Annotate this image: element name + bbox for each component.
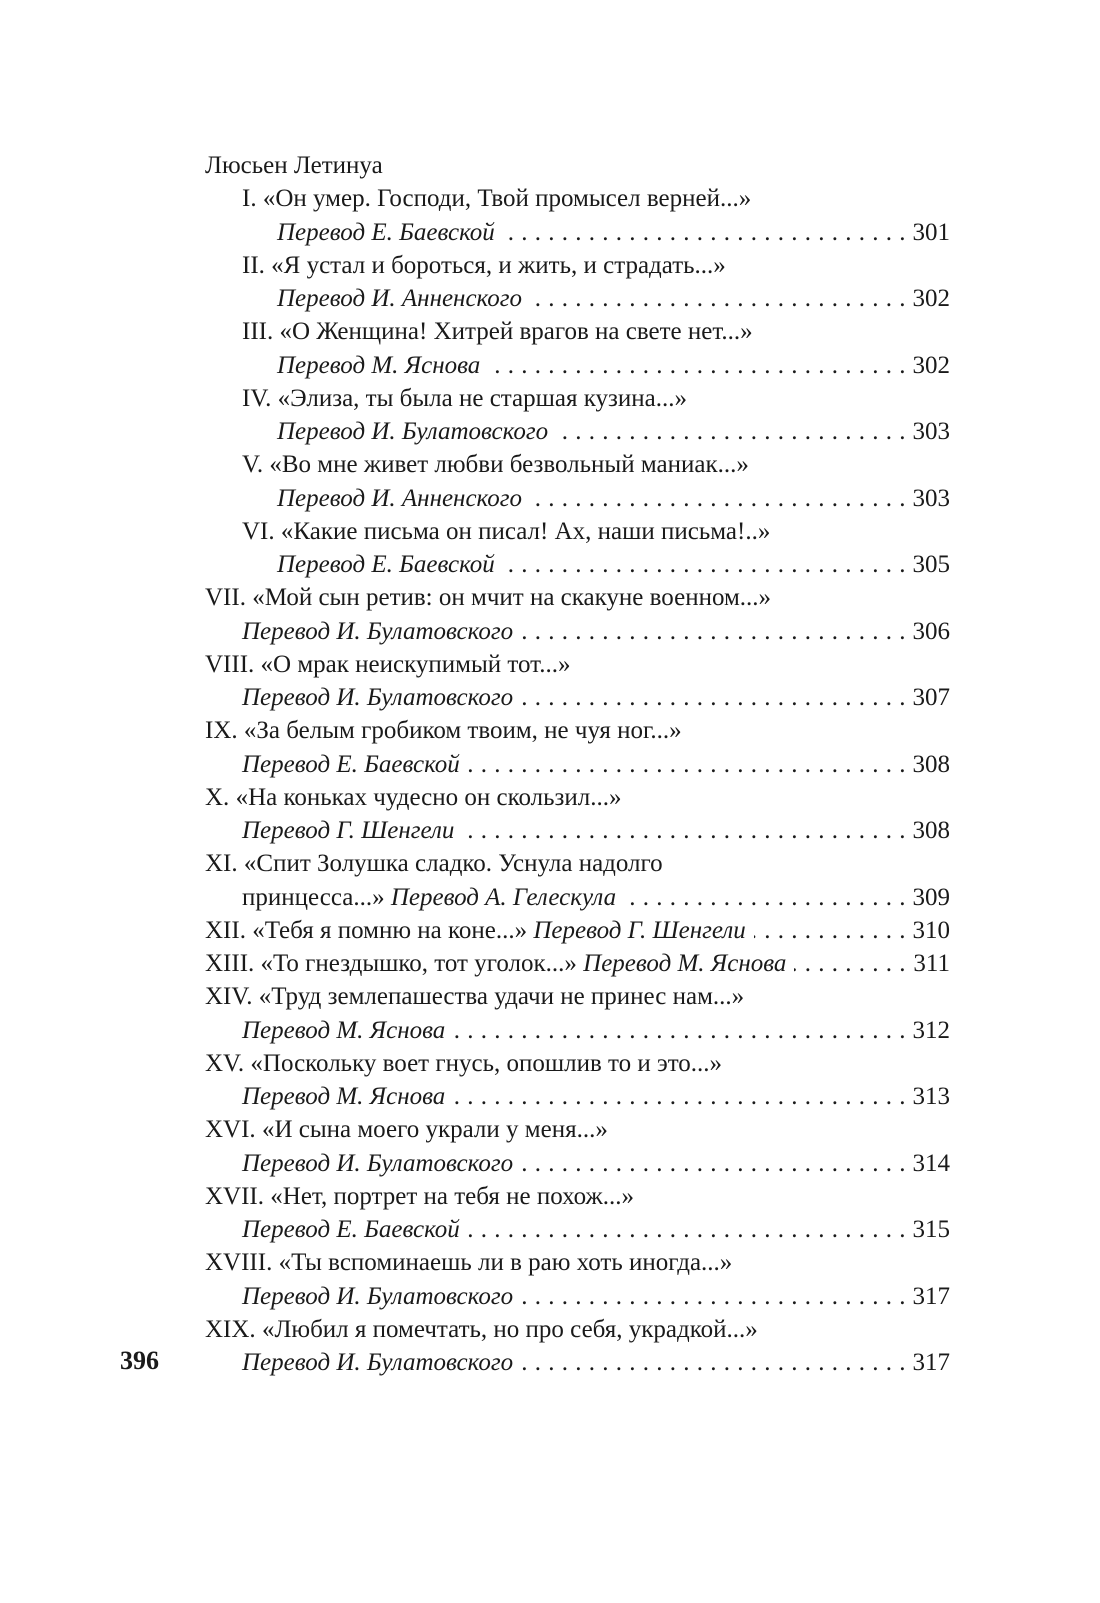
- toc-line: [242, 615, 950, 648]
- entry-title: «На коньках чудесно он скользил...»: [235, 783, 622, 811]
- toc-line: [277, 548, 950, 581]
- entry-number: XVIII.: [205, 1249, 273, 1277]
- entry-translator: Перевод И. Анненского: [277, 484, 523, 512]
- toc-entry: [205, 581, 950, 614]
- entry-page: 314: [912, 1149, 950, 1177]
- entry-page: 301: [912, 218, 950, 246]
- leader-dots: [530, 282, 906, 315]
- leader-dots: [624, 881, 906, 914]
- toc-line: [277, 482, 950, 515]
- entry-title: «За белым гробиком твоим, не чуя ног...»: [243, 717, 682, 745]
- entry-translator: Перевод И. Булатовского: [242, 1149, 514, 1177]
- entry-number: XIII.: [205, 950, 255, 977]
- entry-translator: Перевод М. Яснова: [583, 950, 787, 977]
- leader-dots: [468, 1213, 906, 1246]
- entry-translator: Перевод Е. Баевской: [242, 750, 460, 778]
- leader-dots: [521, 681, 906, 714]
- entry-page: 303: [912, 418, 950, 445]
- entry-number: V.: [242, 451, 264, 479]
- entry-title: «Любил я помечтать, но про себя, украдкой...»: [261, 1315, 758, 1343]
- leader-dots: [503, 548, 906, 581]
- entry-page: 313: [912, 1083, 950, 1110]
- entry-page: 305: [912, 551, 950, 578]
- toc-line: [242, 1213, 950, 1246]
- entry-number: XV.: [205, 1049, 245, 1077]
- entry-title: «Труд землепашества удачи не принес нам...»: [258, 983, 745, 1011]
- toc-entry: [242, 382, 950, 415]
- toc-line: [242, 1280, 950, 1313]
- leader-dots: [521, 615, 906, 648]
- entry-page: 317: [912, 1282, 950, 1310]
- leader-dots: [453, 1014, 906, 1047]
- toc-line: [277, 282, 950, 315]
- entry-page: 312: [912, 1016, 950, 1044]
- entry-title: «Элиза, ты была не старшая кузина...»: [277, 384, 687, 412]
- entry-number: XIX.: [205, 1315, 256, 1343]
- leader-dots: [488, 349, 906, 382]
- entry-title: «О Женщина! Хитрей врагов на свете нет...»: [279, 318, 753, 346]
- entry-page: 311: [913, 950, 950, 977]
- entry-translator: Перевод Е. Баевской: [277, 218, 495, 246]
- entry-translator: Перевод Г. Шенгели: [533, 916, 746, 944]
- entry-translator: Перевод И. Булатовского: [242, 684, 514, 711]
- entry-translator: Перевод И. Булатовского: [242, 617, 514, 645]
- entry-number: XI.: [205, 850, 238, 878]
- toc-entry: [205, 1246, 950, 1279]
- entry-translator: Перевод Е. Баевской: [242, 1216, 460, 1243]
- entry-title-continued: принцесса...»: [242, 883, 385, 911]
- entry-title: «И сына моего украли у меня...»: [261, 1116, 608, 1144]
- entry-translator: Перевод И. Булатовского: [242, 1349, 514, 1376]
- entry-number: I.: [242, 185, 257, 213]
- entry-page: 308: [912, 750, 950, 778]
- entry-page: 309: [912, 883, 950, 911]
- toc-line: [242, 1014, 950, 1047]
- entry-page: 308: [912, 817, 950, 844]
- entry-translator: Перевод Е. Баевской: [277, 551, 495, 578]
- leader-dots: [754, 914, 906, 947]
- toc-entry: [242, 182, 950, 215]
- leader-dots: [521, 1346, 906, 1379]
- entry-title: «Я устал и бороться, и жить, и страдать...»: [271, 251, 726, 279]
- entry-number: XVII.: [205, 1182, 265, 1210]
- toc-entry: [242, 448, 950, 481]
- entry-number: III.: [242, 318, 274, 346]
- entry-title: «О мрак неискупимый тот...»: [260, 650, 571, 678]
- toc-line: [277, 415, 950, 448]
- leader-dots: [556, 415, 906, 448]
- toc-entry: [205, 947, 950, 980]
- entry-number: X.: [205, 783, 230, 811]
- toc-entry: [242, 315, 950, 348]
- toc-line: [242, 1147, 950, 1180]
- author-heading: [205, 149, 950, 182]
- page-number: 396: [120, 1346, 159, 1375]
- leader-dots: [794, 947, 906, 980]
- toc-line: [242, 1080, 950, 1113]
- toc-entry: [205, 980, 950, 1013]
- entry-title: «Мой сын ретив: он мчит на скакуне военном...»: [252, 584, 772, 612]
- toc-entry: [205, 781, 950, 814]
- entry-number: IX.: [205, 717, 238, 745]
- entry-number: VI.: [242, 517, 275, 545]
- entry-translator: Перевод Г. Шенгели: [242, 817, 455, 844]
- leader-dots: [462, 814, 906, 847]
- toc-entry: [205, 1313, 950, 1346]
- toc-line: [242, 748, 950, 781]
- entry-number: VIII.: [205, 650, 255, 678]
- entry-page: 307: [912, 684, 950, 711]
- entry-translator: Перевод М. Яснова: [277, 351, 481, 379]
- toc-line: [277, 216, 950, 249]
- entry-title: «Ты вспоминаешь ли в раю хоть иногда...»: [278, 1249, 733, 1277]
- entry-title: «То гнездышко, тот уголок...»: [260, 950, 577, 977]
- entry-page: 303: [912, 484, 950, 512]
- leader-dots: [521, 1147, 906, 1180]
- toc-entry: [205, 1113, 950, 1146]
- entry-translator: Перевод М. Яснова: [242, 1083, 446, 1110]
- toc-entry: [242, 249, 950, 282]
- entry-title: «Нет, портрет на тебя не похож...»: [270, 1182, 635, 1210]
- entry-page: 306: [912, 617, 950, 645]
- leader-dots: [503, 216, 906, 249]
- entry-number: VII.: [205, 584, 246, 612]
- toc-line: [242, 681, 950, 714]
- entry-title: «Во мне живет любви безвольный маниак...»: [269, 451, 749, 479]
- entry-page: 315: [912, 1216, 950, 1243]
- entry-number: XVI.: [205, 1116, 256, 1144]
- entry-page: 302: [912, 351, 950, 379]
- entry-number: XII.: [205, 916, 246, 944]
- toc-entry: [205, 1180, 950, 1213]
- toc-line: [242, 1346, 950, 1379]
- entry-translator: Перевод И. Булатовского: [242, 1282, 514, 1310]
- toc-line: [242, 881, 950, 914]
- toc-line: [277, 349, 950, 382]
- toc-entry: [205, 847, 950, 880]
- entry-number: II.: [242, 251, 265, 279]
- entry-title: «Он умер. Господи, Твой промысел верней...»: [262, 185, 752, 213]
- leader-dots: [468, 748, 906, 781]
- entry-number: XIV.: [205, 983, 253, 1011]
- entry-title: «Тебя я помню на коне...»: [252, 916, 528, 944]
- entry-translator: Перевод М. Яснова: [242, 1016, 446, 1044]
- entry-translator: Перевод А. Гелескула: [390, 883, 617, 911]
- entry-title: «Какие письма он писал! Ах, наши письма!..»: [280, 517, 771, 545]
- entry-page: 317: [912, 1349, 950, 1376]
- toc-entry: [242, 515, 950, 548]
- entry-translator: Перевод И. Булатовского: [277, 418, 549, 445]
- leader-dots: [521, 1280, 906, 1313]
- toc-entry: [205, 714, 950, 747]
- toc-entry: [205, 914, 950, 947]
- leader-dots: [530, 482, 906, 515]
- entry-page: 302: [912, 285, 950, 312]
- author-name: Люсьен Летинуа: [205, 152, 383, 179]
- entry-translator: Перевод И. Анненского: [277, 285, 523, 312]
- toc-entry: [205, 1047, 950, 1080]
- entry-number: IV.: [242, 384, 272, 412]
- toc-entry: [205, 648, 950, 681]
- leader-dots: [453, 1080, 906, 1113]
- entry-title: «Спит Золушка сладко. Уснула надолго: [243, 850, 663, 878]
- entry-title: «Поскольку воет гнусь, опошлив то и это...»: [250, 1049, 723, 1077]
- entry-page: 310: [912, 916, 950, 944]
- toc-line: [242, 814, 950, 847]
